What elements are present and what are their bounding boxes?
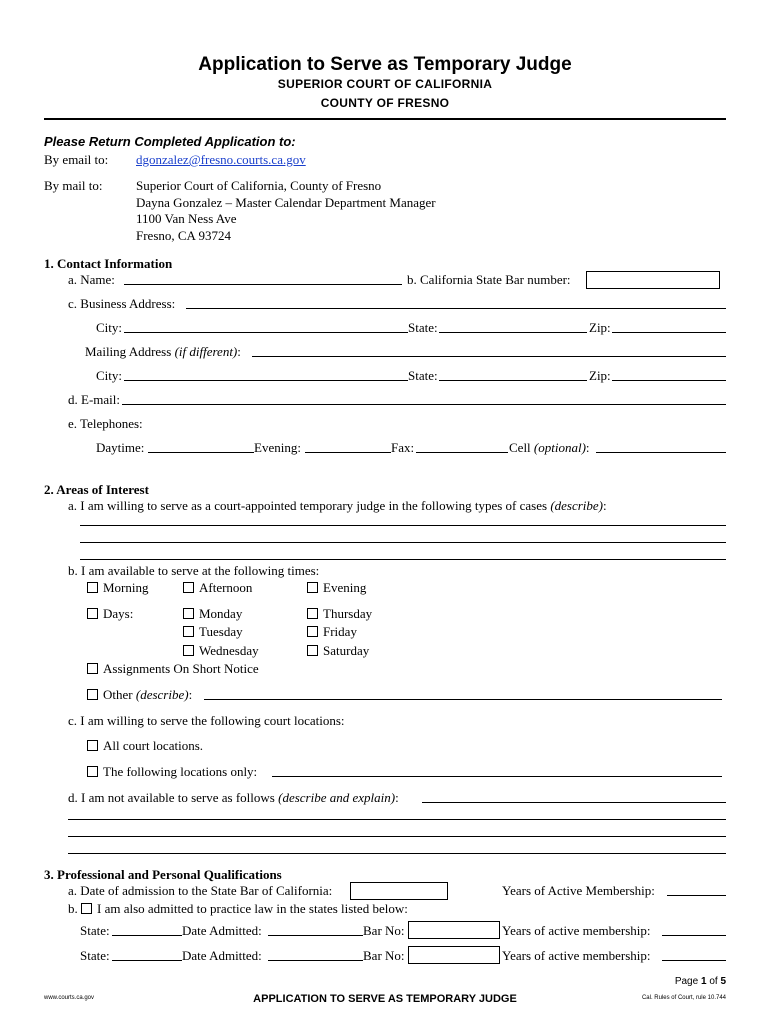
name-label: a. Name: — [68, 272, 115, 287]
mailing-address-field[interactable] — [252, 356, 726, 357]
telephones-label: e. Telephones: — [68, 416, 143, 431]
afternoon-checkbox[interactable]: Afternoon — [183, 581, 252, 594]
business-city-field[interactable] — [124, 332, 408, 333]
mailing-zip-field[interactable] — [612, 380, 726, 381]
checkbox-icon — [87, 740, 98, 751]
mail-line: Dayna Gonzalez – Master Calendar Department Manager — [136, 195, 436, 210]
return-heading: Please Return Completed Application to: — [44, 134, 296, 149]
bar-no-label: Bar No: — [363, 923, 405, 938]
not-available-label: d. I am not available to serve as follows (describe and explain): — [68, 790, 399, 805]
page-title: Application to Serve as Temporary Judge — [198, 54, 572, 75]
other-states-checkbox[interactable]: b. I am also admitted to practice law in the states listed below: — [68, 901, 408, 916]
mailing-state-field[interactable] — [439, 380, 587, 381]
mailing-address-label: Mailing Address (if different): — [85, 344, 241, 359]
admission-date-field[interactable] — [350, 882, 448, 900]
business-address-field[interactable] — [186, 308, 726, 309]
saturday-checkbox[interactable]: Saturday — [307, 644, 369, 657]
case-types-line[interactable] — [80, 525, 726, 526]
date-admitted-field[interactable] — [268, 935, 363, 936]
checkbox-icon — [183, 582, 194, 593]
thursday-checkbox[interactable]: Thursday — [307, 607, 372, 620]
other-checkbox[interactable]: Other (describe): — [87, 688, 192, 701]
fax-label: Fax: — [391, 440, 415, 455]
mail-to-label: By mail to: — [44, 178, 103, 193]
years-membership-label: Years of active membership: — [502, 948, 651, 963]
years-active-field[interactable] — [667, 895, 726, 896]
section-areas-heading: 2. Areas of Interest — [44, 482, 149, 497]
evening-checkbox[interactable]: Evening — [307, 581, 366, 594]
state-label: State: — [80, 948, 110, 963]
county-name: COUNTY OF FRESNO — [320, 96, 450, 110]
date-admitted-label: Date Admitted: — [182, 923, 262, 938]
not-available-line[interactable] — [68, 819, 726, 820]
business-zip-field[interactable] — [612, 332, 726, 333]
court-name: SUPERIOR COURT OF CALIFORNIA — [277, 77, 493, 91]
cell-phone-field[interactable] — [596, 452, 726, 453]
following-locations-field[interactable] — [272, 776, 722, 777]
state-label: State: — [80, 923, 110, 938]
cell-label: Cell (optional): — [509, 440, 590, 455]
wednesday-checkbox[interactable]: Wednesday — [183, 644, 259, 657]
checkbox-icon — [307, 626, 318, 637]
checkbox-icon — [183, 608, 194, 619]
daytime-label: Daytime: — [96, 440, 145, 455]
checkbox-icon — [307, 608, 318, 619]
monday-checkbox[interactable]: Monday — [183, 607, 242, 620]
case-types-line[interactable] — [80, 559, 726, 560]
footer-rule: Cal. Rules of Court, rule 10.744 — [641, 995, 726, 1001]
not-available-line[interactable] — [68, 853, 726, 854]
date-admitted-field[interactable] — [268, 960, 363, 961]
case-types-label: a. I am willing to serve as a court-appointed temporary judge in the following types of cases (describe): — [68, 498, 607, 513]
header-divider — [44, 118, 726, 120]
bar-no-field[interactable] — [408, 921, 500, 939]
bar-no-field[interactable] — [408, 946, 500, 964]
not-available-line[interactable] — [422, 802, 726, 803]
checkbox-icon — [307, 582, 318, 593]
date-admitted-label: Date Admitted: — [182, 948, 262, 963]
all-locations-checkbox[interactable]: All court locations. — [87, 739, 203, 752]
business-state-field[interactable] — [439, 332, 587, 333]
years-membership-field[interactable] — [662, 935, 726, 936]
name-field[interactable] — [124, 284, 402, 285]
case-types-line[interactable] — [80, 542, 726, 543]
page-number: Page 1 of 5 — [674, 976, 726, 987]
other-state-field[interactable] — [112, 935, 182, 936]
checkbox-icon — [87, 689, 98, 700]
availability-label: b. I am available to serve at the following times: — [68, 563, 320, 578]
years-active-label: Years of Active Membership: — [502, 883, 655, 898]
fax-field[interactable] — [416, 452, 508, 453]
evening-phone-field[interactable] — [305, 452, 391, 453]
business-address-label: c. Business Address: — [68, 296, 176, 311]
section-qualifications-heading: 3. Professional and Personal Qualifications — [44, 867, 282, 882]
checkbox-icon — [87, 582, 98, 593]
city-label: City: — [96, 368, 123, 383]
other-state-field[interactable] — [112, 960, 182, 961]
locations-label: c. I am willing to serve the following court locations: — [68, 713, 345, 728]
following-locations-checkbox[interactable]: The following locations only: — [87, 765, 257, 778]
short-notice-checkbox[interactable]: Assignments On Short Notice — [87, 662, 259, 675]
checkbox-icon — [183, 626, 194, 637]
state-label: State: — [408, 320, 438, 335]
bar-no-label: Bar No: — [363, 948, 405, 963]
mail-line: Fresno, CA 93724 — [136, 228, 231, 243]
mail-line: Superior Court of California, County of Fresno — [136, 178, 382, 193]
days-checkbox[interactable]: Days: — [87, 607, 133, 620]
checkbox-icon — [81, 903, 92, 914]
admission-date-label: a. Date of admission to the State Bar of California: — [68, 883, 333, 898]
email-to-label: By email to: — [44, 152, 109, 167]
email-field[interactable] — [122, 404, 726, 405]
years-membership-label: Years of active membership: — [502, 923, 651, 938]
zip-label: Zip: — [589, 368, 611, 383]
email-label: d. E-mail: — [68, 392, 120, 407]
bar-number-label: b. California State Bar number: — [407, 272, 571, 287]
return-email-link[interactable]: dgonzalez@fresno.courts.ca.gov — [136, 152, 306, 167]
checkbox-icon — [87, 663, 98, 674]
friday-checkbox[interactable]: Friday — [307, 625, 357, 638]
checkbox-icon — [307, 645, 318, 656]
other-describe-field[interactable] — [204, 699, 722, 700]
state-label: State: — [408, 368, 438, 383]
footer-form-title: APPLICATION TO SERVE AS TEMPORARY JUDGE — [253, 993, 517, 1005]
tuesday-checkbox[interactable]: Tuesday — [183, 625, 243, 638]
not-available-line[interactable] — [68, 836, 726, 837]
footer-website: www.courts.ca.gov — [44, 995, 95, 1001]
bar-number-field[interactable] — [586, 271, 720, 289]
morning-checkbox[interactable]: Morning — [87, 581, 149, 594]
city-label: City: — [96, 320, 123, 335]
section-contact-heading: 1. Contact Information — [44, 256, 173, 271]
daytime-phone-field[interactable] — [148, 452, 254, 453]
checkbox-icon — [87, 766, 98, 777]
checkbox-icon — [183, 645, 194, 656]
checkbox-icon — [87, 608, 98, 619]
zip-label: Zip: — [589, 320, 611, 335]
years-membership-field[interactable] — [662, 960, 726, 961]
evening-label: Evening: — [254, 440, 301, 455]
mailing-city-field[interactable] — [124, 380, 408, 381]
mail-line: 1100 Van Ness Ave — [136, 211, 237, 226]
